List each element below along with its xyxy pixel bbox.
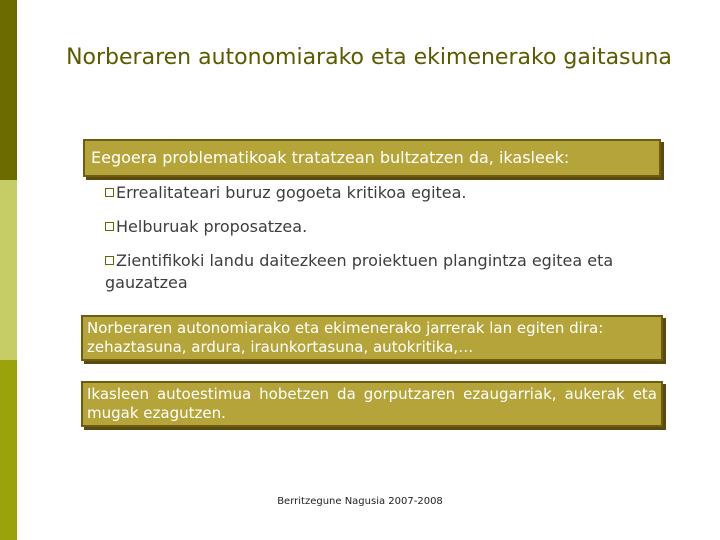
checkbox-square-icon (105, 188, 114, 197)
sidebar-band-light (0, 180, 17, 360)
bullet-item (105, 250, 625, 294)
checkbox-square-icon (105, 256, 114, 265)
attitudes-box: Norberaren autonomiarako eta ekimenerako jarrerak lan egiten dira: zehaztasuna, ardura, iraunkortasuna, autokritika,… (81, 315, 663, 361)
sidebar-band-dark (0, 0, 17, 180)
intro-box: Eegoera problematikoak tratatzean bultzatzen da, ikasleek: (83, 139, 661, 177)
bullet-item (105, 182, 625, 204)
checkbox-square-icon (105, 222, 114, 231)
bullet-text: Helburuak proposatzea. (116, 217, 308, 236)
self-esteem-box: Ikasleen autoestimua hobetzen da gorputzaren ezaugarriak, aukerak eta mugak ezagutzen. (81, 381, 663, 427)
bullet-text: Zientifikoki landu daitezkeen proiektuen plangintza egitea eta gauzatzea (105, 251, 614, 292)
bullet-text: Errealitateari buruz gogoeta kritikoa egitea. (116, 183, 467, 202)
sidebar-band-mid (0, 360, 17, 540)
footer-text: Berritzegune Nagusia 2007-2008 (277, 496, 443, 507)
slide-title: Norberaren autonomiarako eta ekimenerako gaitasuna (66, 45, 672, 70)
bullet-item (105, 216, 625, 238)
